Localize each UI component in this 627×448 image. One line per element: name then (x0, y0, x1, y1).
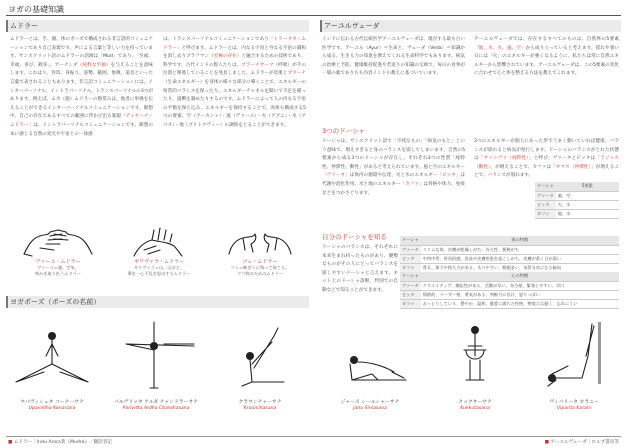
mind-table-row-2 (400, 299, 619, 308)
footer-left-mark: ■ (8, 440, 13, 445)
pose-kraunch-en: Krounchasana (243, 406, 277, 411)
mudra-col2-seg-8: （生命エネルギー）を身体の様々な部分に導くことで、エネルギーの恒常的バランスを保ったり、エネルギーチャネルを開いて不足を補ったり、過剰を調めたりするのです。ムドラーによって人の内なる宇宙の平衡を保ち込み、エネルギーを保持することで、肉体も構成する5つの要素、空（アーカシャ）・風（ヴァーユ）・火（アグニ）・水（アパス）・地（プリトウヴィー）の調和をとることができます。 (163, 79, 306, 128)
body-table-cell-2-0: カファ (400, 263, 421, 272)
mind-table-row-0 (400, 281, 619, 290)
pose-parivrtta-en: Parivrtta Ardha Chandrasana (122, 406, 190, 411)
dosha-col1-seg-0: ドーシャは、サンスクリット語で「不純なもの」「病気のもと」という意味で、増えすぎると身のバランスを崩してしまいます。自然の5要素から成る3つのドーシャが存在し、それぞれ3つの性質「純粋性、停滞性、動性」があると考えられています。風と空のエネルギー (322, 139, 465, 170)
dosha-text-col1 (322, 138, 465, 198)
dosha-col2-seg-5: 「タマス（停滞性）」 (551, 164, 596, 170)
footer-right (545, 439, 619, 445)
page-title: ヨガの基礎知識 (8, 5, 64, 14)
element-table-header-0: ドーシャ (535, 182, 556, 191)
dosha-col1-seg-3: 「ピッタ」 (437, 173, 461, 179)
dosha-col1-seg-4: は代謝や消化作用、水と地のエネルギー (322, 173, 465, 187)
pose-kraunch-jp: クラウンチャーサナ (238, 400, 282, 405)
yoga-header: ヨガポーズ（ポーズの名前） (6, 296, 309, 308)
mind-table-cell-2-1: おっとりしている、穏やか、温和、慈愛に満ちた性格、物覚えは遅く、忘れにくい (421, 299, 619, 308)
element-table-row-0 (535, 191, 619, 200)
pose-janu (322, 316, 418, 412)
pose-kukkut-jp: クックターサナ (458, 400, 492, 405)
dosha-text-col2 (474, 138, 619, 182)
body-table-cell-0-1: スリムな体、皮膚が乾燥しがち、冷え性、便秘がち (421, 245, 619, 254)
dosha-col2-seg-0: 3つのエネルギーが個人にあった形でうまく動いていれば健康、バランスが崩れると病気が発行します。ドーシャのバランスがとれた状態は (474, 139, 619, 162)
ayu-col2-seg-0: アーユルヴェーダでは、存在するすべてのものは、自然界の5要素 (474, 37, 619, 42)
footer-left-text: ムドラー｜Indu Arora著《Mudra》／翻訳者記 (13, 440, 113, 445)
pose-upavistha-en: Upavistha Konasana (28, 406, 76, 411)
hand-girivara-desc1: ギリヴァラ＝山、山の主。 (133, 265, 185, 270)
body-table-cell-0-0: ヴァータ (400, 245, 421, 254)
pose-janu-jp: ジャーヌ シールシャーサナ (340, 400, 400, 405)
hand-girivara-desc2: 筆を一心不乱を思出するムドラー (127, 271, 191, 276)
element-table-row-2 (535, 209, 619, 218)
body-table-cell-1-0: ピッタ (400, 254, 421, 263)
footer-left (8, 439, 112, 445)
pose-kukkut-en: Kukkutasana (460, 406, 490, 411)
element-table-cell-0-0: ヴァータ (535, 191, 556, 200)
mudra-col2-seg-5: プラーナヤーマ (241, 62, 274, 68)
dosha-col1-seg-1: 「ヴァータ」 (322, 173, 350, 179)
know-dosha-heading: 自分のドーシャを知る (322, 233, 387, 241)
hand-girivara-illustration (114, 224, 204, 258)
ayu-col2-seg-2: から成り立っていると考えます。揺れや暑い日には「火」のエネルギーが強くなるように、私たちは常に自然エネルギーから影響されています。アーユルヴェーダは、この5要素の変化に合わせて心と体を整える方法を教えてくれます。 (474, 45, 619, 77)
pose-janu-en: Janu Sirsasana (353, 406, 387, 411)
hand-vayu (18, 224, 98, 277)
hand-vayu-desc2: 病みを取り払うムドラー (34, 271, 82, 276)
mind-table-header-1: 心の特徴 (421, 272, 619, 281)
element-table-cell-2-0: カファ (535, 209, 556, 218)
mudra-col2-seg-4: と融合するための技術であり、科学です。古代インドの賢人たちは、 (163, 54, 306, 68)
footer-right-mark: ■ (544, 440, 549, 445)
dosha-heading: 3つのドーシャ (322, 127, 365, 135)
mudra-col1-seg-4: は、イントラパーソナルコミュニケーションです。瞑想の本に感じる自然の実光や宇宙との一体感 (10, 122, 153, 137)
body-table-cell-2-1: 骨太、体力や持久力がある、太りやすい、髪顔まい、気管支炎になる傾向 (421, 263, 619, 272)
mudra-header: ムドラー (6, 20, 309, 32)
hand-tse-desc2: ウツ病のためのムドラー (236, 271, 284, 276)
mudra-col1-seg-2: を与えることを意味します。これはり、封印、身振り、姿勢、範囲、象徴、道具といった言葉で表されることもあります。非言語コミュニケーションには、インターパーソナル、イントラパーソナル、トランスパーソナルの3つがあります。例えば、ムカ（顔）ムドラーの数常みは、他者に単場を伝えることができるインターパーソナルコミュニケーションです。瞑想中、自己の存在であるすべての範囲に浮かび出る楽現 (10, 62, 153, 120)
hand-tse-illustration (215, 224, 305, 258)
element-table-cell-1-1: 火、水 (556, 200, 619, 209)
mudra-col2-seg-2: と呼びます。ムドラーとは、内なる宇宙と外なる宇宙の調和を消し去りプラフマン (163, 45, 306, 60)
pose-parivrtta-figure (106, 316, 206, 396)
pose-viparita-figure (528, 316, 620, 396)
body-traits-table (400, 236, 619, 273)
hand-tse (215, 224, 305, 277)
ayurveda-text-col2 (474, 36, 619, 79)
top-rule (6, 15, 621, 16)
mudra-text-col2 (163, 36, 306, 131)
pose-viparita (528, 316, 620, 412)
dosha-col2-seg-4: が増えることで、カファは (495, 164, 552, 170)
mudra-col1-seg-1: （純粋な至福） (77, 62, 111, 68)
body-table-cell-1-1: 中肉中背、胃負担感、汎血や皮膚疾患を起こしがち、皮膚が柔く日が弱い (421, 254, 619, 263)
pose-viparita-en: Viparita Karani (557, 406, 591, 411)
dosha-col1-seg-2: は体内の循環や伝達、火と水のエネルギー (349, 173, 438, 179)
hand-vayu-name: ヴァーユ・ムドラー (35, 259, 81, 265)
mudra-col2-seg-1: 「トラータカ・ムドラー」 (163, 37, 306, 51)
body-table-row-0 (400, 245, 619, 254)
pose-janu-figure (322, 316, 418, 396)
dosha-col2-seg-2: と呼び、ヴァータとピッタは (533, 156, 596, 162)
footer-rule (6, 436, 621, 437)
hand-girivara (114, 224, 204, 277)
element-table-cell-2-1: 地、水 (556, 209, 619, 218)
mind-table-cell-1-0: ピッタ (400, 290, 421, 299)
hand-vayu-desc1: ヴァーユ＝風、空気。 (37, 265, 79, 270)
pose-kukkut (432, 316, 518, 412)
hand-vayu-illustration (18, 224, 98, 258)
hand-tse-desc1: ツェ＝断ぎりに残って保てる。 (230, 265, 290, 270)
know-col-seg-0: ドーシャのバランスは、それぞれに本来生まれ持ったものがあり、優勢なものがその人にとってバランスを崩しやすいドーシャと言えます。ネット上のドーシャ診断、判別での自動などで知ることができます。 (322, 245, 398, 293)
element-table-header-1: 5要素 (556, 182, 619, 191)
body-table-row-1 (400, 254, 619, 263)
pose-parivrtta (106, 316, 206, 412)
body-table-header-1: 体の特徴 (421, 236, 619, 245)
mudra-col2-seg-3: （究極の存在） (209, 54, 242, 60)
dosha-col1-seg-5: 「カファ」 (400, 181, 424, 187)
mind-table-cell-1-1: 情熱的、リーダー格、勇気がある、判断力に長け、怒りっぽい (421, 290, 619, 299)
ayu-col2-seg-1: 「地、水、火、風、空」 (474, 45, 526, 51)
pose-kraunch-figure (214, 316, 306, 396)
mudra-col2-seg-0: は、トランスパーソナルコミュニケーションであり (163, 37, 269, 42)
hand-tse-name: ツェ・ムドラー (242, 259, 278, 265)
mind-table-cell-0-0: ヴァータ (400, 281, 421, 290)
ayurveda-header: アーユルヴェーダ (320, 20, 621, 32)
element-table-cell-0-1: 風、空 (556, 191, 619, 200)
dosha-col2-seg-3: 「ラジャス（動性）」 (474, 156, 619, 170)
element-table-cell-1-0: ピッタ (535, 200, 556, 209)
dosha-col2-seg-6: が増えることで、バランスが崩れます。 (474, 164, 619, 179)
pose-upavistha-figure (6, 316, 98, 396)
pose-upavistha (6, 316, 98, 412)
mind-table-header-0: ドーシャ (400, 272, 421, 281)
body-table-row-2 (400, 263, 619, 272)
pose-kraunch (214, 316, 306, 412)
mind-table-cell-0-1: クリエイティブ、順応性がある、活動が早い、気分屋、緊張しやすい、早口 (421, 281, 619, 290)
know-dosha-text (322, 244, 398, 296)
pose-viparita-jp: ヴィパリータ カラニー (549, 400, 599, 405)
pose-parivrtta-jp: パルヴリッタ アルダ チャンドラーサナ (114, 400, 198, 405)
element-table-row-1 (535, 200, 619, 209)
hand-girivara-name: ギリヴァラ・ムドラー (134, 259, 184, 265)
mudra-text-col1 (10, 36, 153, 139)
mudra-col2-seg-7: プラーナ (287, 71, 306, 77)
dosha-element-table (535, 182, 619, 219)
pose-kukkut-figure (432, 316, 518, 396)
dosha-col2-seg-1: 「サットヴァ（純粋性）」 (478, 156, 534, 162)
pose-upavistha-jp: ウパヴィシュタ コーナーサナ (20, 400, 84, 405)
ayu-col1-seg-0: インドに伝わる古代伝統医学アーユルヴェーダは、現存する最も古い医学です。アーユル（Ayur）＝生命と、ヴェーダ（Veda）＝知識から成る、生きる力の知恵を教えてくれる生命科学でもあります。病気の治療と予防、健康維持促進や若返りの知識の宝庫で、毎日の食事が一層の薬であり方も内容インドの教えに基づいています。 (322, 37, 465, 77)
mudra-col1-seg-3: 「ディヤーナ・ムドラー」 (10, 114, 153, 128)
mind-table-row-1 (400, 290, 619, 299)
mudra-col2-seg-6: （呼吸）が手の位置と関係していることを発見しました。ムドラーが皮肌と (163, 62, 306, 77)
ayurveda-text-col1 (322, 36, 465, 79)
dosha-col1-seg-6: は骨格や体力、免疫などをつかさどります。 (322, 181, 465, 196)
mind-table-cell-2-0: カファ (400, 299, 421, 308)
body-table-header-0: ドーシャ (400, 236, 421, 245)
mind-traits-table (400, 272, 619, 309)
mudra-col1-seg-0: ムドラーとは、手、顔、体のポーズで構成される非言語的コミュニケーションであり自己表現です。声による言葉と等しい力を持っています。サンスクリット語のムドラーの語源は「Mud」であり、「至福、幸福、喜び、歓喜」、アーナンダ (10, 37, 153, 68)
footer-right-text: アーユルヴェーダ｜ロルブ書房等 (550, 440, 619, 445)
